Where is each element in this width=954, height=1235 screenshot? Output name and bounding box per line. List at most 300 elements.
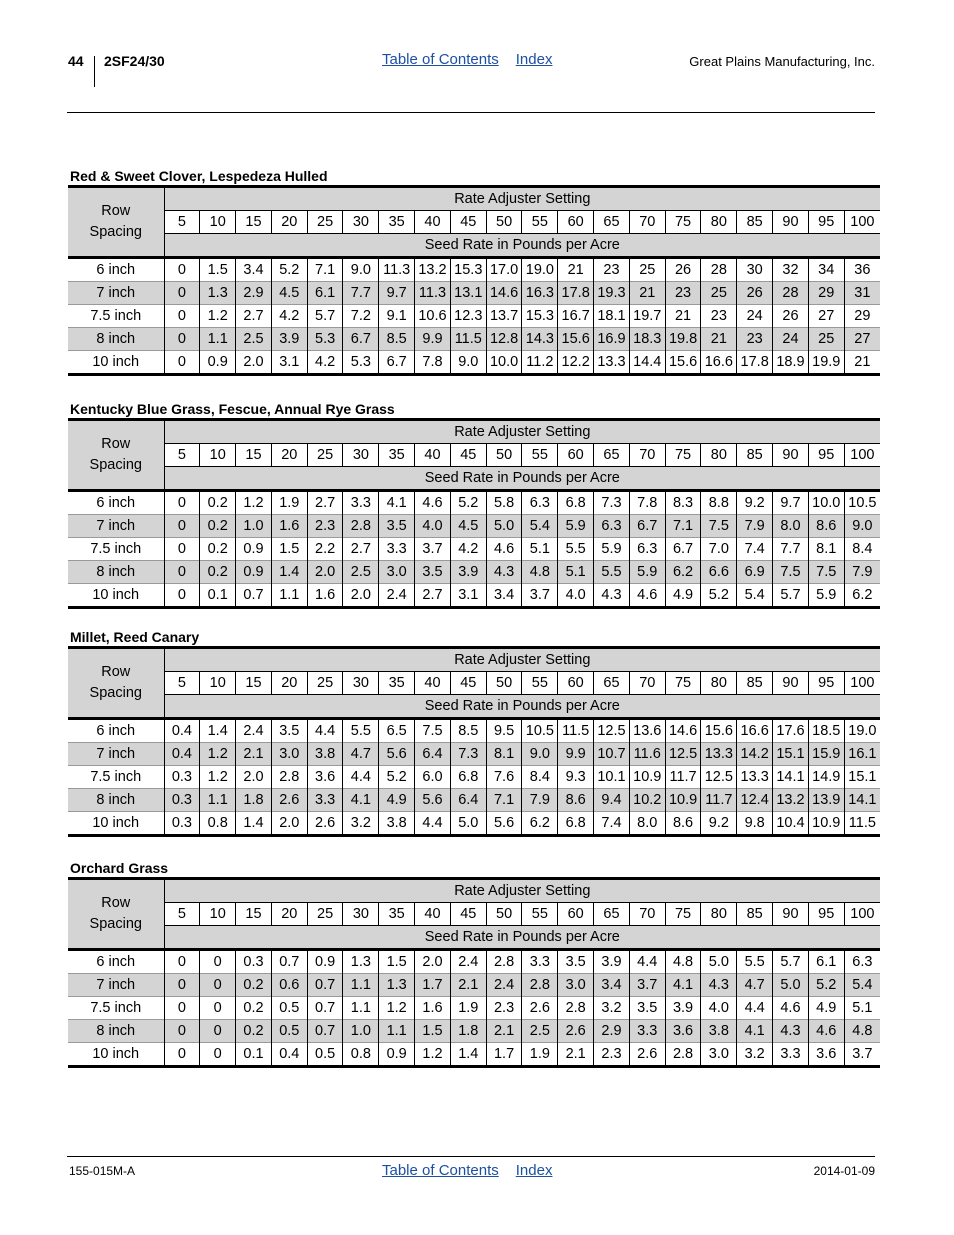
seed-rate-cell: 5.4 (522, 515, 558, 538)
setting-cell: 35 (379, 672, 415, 695)
table-row (68, 351, 880, 375)
seed-rate-cell: 0.7 (236, 584, 272, 608)
seed-rate-caption: Seed Rate in Pounds per Acre (164, 926, 880, 950)
setting-cell: 20 (271, 672, 307, 695)
seed-rate-cell: 3.5 (415, 561, 451, 584)
seed-rate-cell: 2.3 (486, 997, 522, 1020)
seed-rate-cell: 5.3 (307, 328, 343, 351)
seed-rate-cell: 7.3 (594, 491, 630, 515)
setting-cell: 95 (808, 444, 844, 467)
settings-row (68, 211, 880, 234)
setting-cell: 85 (737, 444, 773, 467)
seed-rate-cell: 0.9 (307, 950, 343, 974)
seed-rate-cell: 2.8 (522, 974, 558, 997)
setting-cell: 50 (486, 903, 522, 926)
seed-rate-cell: 34 (808, 258, 844, 282)
setting-cell: 30 (343, 672, 379, 695)
seed-rate-cell: 13.7 (486, 305, 522, 328)
seed-rate-cell: 16.6 (701, 351, 737, 375)
setting-cell: 80 (701, 444, 737, 467)
seed-rate-cell: 0.7 (307, 1020, 343, 1043)
seed-rate-cell: 0 (200, 1020, 236, 1043)
seed-rate-cell: 6.0 (415, 766, 451, 789)
seed-rate-cell: 4.3 (773, 1020, 809, 1043)
seed-rate-cell: 5.2 (808, 974, 844, 997)
seed-rate-cell: 12.4 (737, 789, 773, 812)
seed-rate-cell: 8.1 (486, 743, 522, 766)
spacing-label: Spacing (89, 685, 142, 701)
seed-rate-cell: 29 (844, 305, 880, 328)
seed-rate-cell: 0 (164, 950, 200, 974)
seed-rate-cell: 1.1 (343, 997, 379, 1020)
seed-rate-cell: 10.9 (665, 789, 701, 812)
setting-cell: 15 (236, 444, 272, 467)
row-spacing-cell: 10 inch (68, 584, 164, 608)
seed-rate-cell: 4.4 (307, 719, 343, 743)
seed-rate-cell: 2.9 (236, 282, 272, 305)
seed-rate-cell: 5.9 (594, 538, 630, 561)
seed-rate-cell: 1.5 (415, 1020, 451, 1043)
seed-rate-cell: 2.5 (343, 561, 379, 584)
setting-cell: 95 (808, 903, 844, 926)
seed-rate-cell: 13.2 (415, 258, 451, 282)
setting-cell: 45 (450, 211, 486, 234)
seed-rate-cell: 5.7 (307, 305, 343, 328)
seed-rate-cell: 6.4 (415, 743, 451, 766)
seed-rate-cell: 0 (164, 491, 200, 515)
seed-table-section (68, 168, 873, 376)
seed-rate-cell: 16.3 (522, 282, 558, 305)
setting-cell: 65 (594, 211, 630, 234)
seed-rate-cell: 17.0 (486, 258, 522, 282)
seed-rate-cell: 6.7 (629, 515, 665, 538)
seed-rate-cell: 14.1 (773, 766, 809, 789)
seed-rate-cell: 0 (164, 515, 200, 538)
seed-rate-cell: 2.2 (307, 538, 343, 561)
seed-rate-cell: 2.7 (236, 305, 272, 328)
seed-rate-cell: 0.7 (307, 997, 343, 1020)
setting-cell: 25 (307, 672, 343, 695)
seed-rate-cell: 0.3 (164, 789, 200, 812)
seed-rate-cell: 7.1 (665, 515, 701, 538)
seed-rate-cell: 10.5 (844, 491, 880, 515)
seed-rate-cell: 3.7 (629, 974, 665, 997)
seed-rate-cell: 0 (200, 950, 236, 974)
seed-rate-cell: 7.1 (486, 789, 522, 812)
seed-rate-cell: 5.4 (844, 974, 880, 997)
seed-rate-cell: 0.9 (236, 561, 272, 584)
setting-cell: 65 (594, 903, 630, 926)
seed-rate-cell: 2.7 (415, 584, 451, 608)
setting-cell: 5 (164, 903, 200, 926)
seed-rate-cell: 23 (594, 258, 630, 282)
seed-rate-cell: 19.7 (629, 305, 665, 328)
setting-cell: 55 (522, 444, 558, 467)
seed-rate-cell: 0.2 (200, 491, 236, 515)
table-row (68, 491, 880, 515)
seed-rate-cell: 7.9 (844, 561, 880, 584)
row-spacing-cell: 7.5 inch (68, 305, 164, 328)
seed-rate-cell: 0.2 (200, 515, 236, 538)
seed-rate-cell: 2.5 (522, 1020, 558, 1043)
seed-rate-cell: 5.6 (486, 812, 522, 836)
setting-cell: 70 (629, 903, 665, 926)
seed-rate-cell: 1.5 (379, 950, 415, 974)
seed-rate-cell: 0.4 (164, 719, 200, 743)
seed-rate-cell: 1.9 (522, 1043, 558, 1067)
setting-cell: 40 (415, 211, 451, 234)
header-row (68, 187, 880, 211)
seed-rate-cell: 9.0 (522, 743, 558, 766)
company-name: Great Plains Manufacturing, Inc. (689, 54, 875, 69)
setting-cell: 85 (737, 672, 773, 695)
seed-rate-cell: 2.1 (450, 974, 486, 997)
seed-rate-cell: 4.8 (665, 950, 701, 974)
seed-rate-cell: 10.9 (808, 812, 844, 836)
seed-rate-cell: 1.4 (271, 561, 307, 584)
setting-cell: 50 (486, 444, 522, 467)
footer-rule (67, 1156, 875, 1157)
seed-rate-cell: 28 (773, 282, 809, 305)
table-row (68, 561, 880, 584)
spacing-label: Spacing (89, 457, 142, 473)
row-spacing-header (68, 420, 164, 491)
row-spacing-cell: 6 inch (68, 258, 164, 282)
seed-rate-cell: 6.6 (701, 561, 737, 584)
setting-cell: 65 (594, 444, 630, 467)
seed-rate-cell: 2.5 (236, 328, 272, 351)
seed-rate-cell: 4.2 (450, 538, 486, 561)
seed-rate-cell: 0.9 (200, 351, 236, 375)
seed-rate-cell: 5.5 (737, 950, 773, 974)
seed-rate-cell: 0.7 (271, 950, 307, 974)
seed-rate-cell: 7.8 (415, 351, 451, 375)
seed-rate-cell: 2.0 (236, 766, 272, 789)
setting-cell: 35 (379, 211, 415, 234)
seed-rate-cell: 7.2 (343, 305, 379, 328)
setting-cell: 75 (665, 444, 701, 467)
seed-rate-cell: 7.5 (773, 561, 809, 584)
seed-rate-cell: 3.0 (271, 743, 307, 766)
seed-rate-cell: 29 (808, 282, 844, 305)
seed-rate-cell: 24 (737, 305, 773, 328)
seed-rate-cell: 7.1 (307, 258, 343, 282)
row-spacing-cell: 8 inch (68, 561, 164, 584)
seed-rate-cell: 0 (200, 974, 236, 997)
seed-rate-cell: 25 (808, 328, 844, 351)
seed-rate-cell: 5.7 (773, 950, 809, 974)
seed-rate-cell: 2.6 (307, 812, 343, 836)
seed-rate-cell: 23 (701, 305, 737, 328)
spacing-label: Spacing (89, 224, 142, 240)
seed-rate-cell: 11.2 (522, 351, 558, 375)
seed-rate-cell: 3.2 (737, 1043, 773, 1067)
setting-cell: 20 (271, 444, 307, 467)
seed-rate-cell: 15.1 (844, 766, 880, 789)
header-nav (382, 51, 552, 68)
seed-rate-cell: 18.9 (773, 351, 809, 375)
seed-rate-cell: 7.5 (808, 561, 844, 584)
seed-rate-cell: 10.7 (594, 743, 630, 766)
revision-date: 2014-01-09 (813, 1164, 875, 1178)
seed-rate-cell: 0 (164, 1043, 200, 1067)
seed-rate-cell: 5.2 (450, 491, 486, 515)
seed-rate-cell: 16.1 (844, 743, 880, 766)
seed-rate-cell: 9.1 (379, 305, 415, 328)
seed-rate-cell: 13.3 (701, 743, 737, 766)
setting-cell: 15 (236, 211, 272, 234)
seed-rate-cell: 0 (164, 561, 200, 584)
seed-rate-cell: 3.7 (522, 584, 558, 608)
seed-rate-cell: 10.9 (629, 766, 665, 789)
footer-toc-link[interactable]: Table of Contents (382, 1162, 499, 1179)
seed-rate-cell: 6.7 (379, 351, 415, 375)
setting-cell: 60 (558, 211, 594, 234)
rate-adjuster-header: Rate Adjuster Setting (164, 879, 880, 903)
row-spacing-cell: 8 inch (68, 1020, 164, 1043)
seed-rate-cell: 6.8 (558, 812, 594, 836)
setting-cell: 80 (701, 672, 737, 695)
row-spacing-header (68, 187, 164, 258)
seed-rate-cell: 0.9 (236, 538, 272, 561)
seed-rate-cell: 1.3 (343, 950, 379, 974)
seed-rate-cell: 0 (164, 351, 200, 375)
seed-rate-cell: 4.6 (415, 491, 451, 515)
seed-rate-cell: 3.9 (450, 561, 486, 584)
seed-rate-cell: 3.5 (629, 997, 665, 1020)
seed-rate-cell: 0.4 (271, 1043, 307, 1067)
table-row (68, 766, 880, 789)
seed-rate-cell: 3.8 (307, 743, 343, 766)
table-row (68, 305, 880, 328)
seed-rate-cell: 0.7 (307, 974, 343, 997)
seed-rate-cell: 0 (164, 584, 200, 608)
seed-rate-cell: 19.3 (594, 282, 630, 305)
setting-cell: 75 (665, 903, 701, 926)
seed-rate-cell: 3.3 (379, 538, 415, 561)
setting-cell: 15 (236, 672, 272, 695)
seed-rate-cell: 3.3 (307, 789, 343, 812)
seed-rate-cell: 30 (737, 258, 773, 282)
seed-rate-cell: 3.1 (271, 351, 307, 375)
header-index-link[interactable]: Index (515, 51, 553, 68)
seed-rate-cell: 14.9 (808, 766, 844, 789)
seed-rate-cell: 6.1 (307, 282, 343, 305)
seed-rate-cell: 7.0 (701, 538, 737, 561)
seed-rate-cell: 7.7 (343, 282, 379, 305)
setting-cell: 85 (737, 211, 773, 234)
seed-rate-cell: 3.4 (236, 258, 272, 282)
seed-rate-cell: 21 (558, 258, 594, 282)
setting-cell: 20 (271, 903, 307, 926)
setting-cell: 10 (200, 444, 236, 467)
seed-rate-cell: 1.2 (200, 766, 236, 789)
table-row (68, 719, 880, 743)
table-title: Red & Sweet Clover, Lespedeza Hulled (70, 168, 328, 184)
setting-cell: 90 (773, 211, 809, 234)
seed-rate-cell: 1.2 (236, 491, 272, 515)
seed-rate-cell: 5.2 (379, 766, 415, 789)
seed-rate-cell: 0.2 (200, 538, 236, 561)
seed-rate-cell: 1.7 (486, 1043, 522, 1067)
table-row (68, 515, 880, 538)
seed-rate-cell: 0 (164, 282, 200, 305)
seed-rate-cell: 4.6 (629, 584, 665, 608)
seed-rate-cell: 6.2 (665, 561, 701, 584)
caption-row (68, 234, 880, 258)
table-row (68, 584, 880, 608)
seed-rate-cell: 13.9 (808, 789, 844, 812)
setting-cell: 80 (701, 211, 737, 234)
seed-rate-cell: 1.1 (271, 584, 307, 608)
seed-rate-cell: 9.4 (594, 789, 630, 812)
setting-cell: 70 (629, 672, 665, 695)
seed-rate-cell: 5.2 (271, 258, 307, 282)
seed-rate-cell: 2.1 (486, 1020, 522, 1043)
seed-rate-cell: 0 (200, 1043, 236, 1067)
header-row (68, 648, 880, 672)
seed-rate-cell: 11.5 (450, 328, 486, 351)
setting-cell: 10 (200, 672, 236, 695)
seed-rate-cell: 0.1 (200, 584, 236, 608)
seed-rate-cell: 18.1 (594, 305, 630, 328)
seed-rate-cell: 5.9 (558, 515, 594, 538)
seed-rate-cell: 5.0 (701, 950, 737, 974)
setting-cell: 20 (271, 211, 307, 234)
caption-row (68, 695, 880, 719)
setting-cell: 75 (665, 672, 701, 695)
seed-rate-cell: 0.1 (236, 1043, 272, 1067)
document-number: 155-015M-A (69, 1164, 136, 1178)
header-toc-link[interactable]: Table of Contents (382, 51, 499, 68)
seed-rate-cell: 2.0 (307, 561, 343, 584)
row-spacing-header (68, 879, 164, 950)
seed-rate-cell: 10.0 (808, 491, 844, 515)
seed-rate-cell: 4.4 (415, 812, 451, 836)
seed-rate-cell: 5.2 (701, 584, 737, 608)
seed-rate-cell: 4.9 (808, 997, 844, 1020)
table-row (68, 974, 880, 997)
row-spacing-cell: 7 inch (68, 515, 164, 538)
seed-rate-cell: 1.0 (343, 1020, 379, 1043)
seed-rate-cell: 7.9 (522, 789, 558, 812)
seed-rate-cell: 27 (844, 328, 880, 351)
seed-rate-cell: 6.7 (343, 328, 379, 351)
row-label: Row (101, 895, 131, 911)
row-spacing-cell: 10 inch (68, 812, 164, 836)
seed-rate-cell: 3.6 (665, 1020, 701, 1043)
seed-rate-cell: 8.0 (773, 515, 809, 538)
seed-rate-caption: Seed Rate in Pounds per Acre (164, 234, 880, 258)
seed-rate-cell: 2.8 (558, 997, 594, 1020)
setting-cell: 10 (200, 211, 236, 234)
seed-rate-cell: 3.4 (486, 584, 522, 608)
seed-rate-cell: 3.0 (379, 561, 415, 584)
setting-cell: 75 (665, 211, 701, 234)
seed-rate-cell: 4.1 (343, 789, 379, 812)
seed-rate-cell: 4.1 (379, 491, 415, 515)
seed-rate-cell: 5.1 (558, 561, 594, 584)
seed-rate-cell: 0 (164, 328, 200, 351)
seed-rate-cell: 13.3 (594, 351, 630, 375)
seed-rate-cell: 6.8 (450, 766, 486, 789)
seed-rate-cell: 2.4 (236, 719, 272, 743)
row-spacing-cell: 7.5 inch (68, 997, 164, 1020)
seed-rate-cell: 2.8 (665, 1043, 701, 1067)
seed-rate-cell: 9.0 (343, 258, 379, 282)
seed-rate-cell: 0.2 (236, 1020, 272, 1043)
seed-rate-cell: 11.5 (558, 719, 594, 743)
seed-rate-cell: 5.7 (773, 584, 809, 608)
table-title: Millet, Reed Canary (70, 629, 200, 645)
seed-rate-cell: 1.9 (450, 997, 486, 1020)
seed-rate-cell: 32 (773, 258, 809, 282)
row-spacing-cell: 7 inch (68, 743, 164, 766)
seed-rate-cell: 8.1 (808, 538, 844, 561)
seed-rate-cell: 15.9 (808, 743, 844, 766)
seed-rate-cell: 11.7 (665, 766, 701, 789)
seed-table-section (68, 860, 873, 1068)
seed-rate-cell: 0 (164, 258, 200, 282)
seed-rate-cell: 10.0 (486, 351, 522, 375)
table-title: Orchard Grass (70, 860, 169, 876)
seed-rate-cell: 0 (164, 305, 200, 328)
row-spacing-cell: 7 inch (68, 974, 164, 997)
row-spacing-cell: 8 inch (68, 328, 164, 351)
seed-rate-cell: 1.8 (236, 789, 272, 812)
seed-rate-cell: 21 (701, 328, 737, 351)
seed-rate-cell: 5.6 (379, 743, 415, 766)
seed-rate-cell: 0.8 (200, 812, 236, 836)
seed-rate-cell: 0.3 (164, 812, 200, 836)
seed-rate-cell: 7.3 (450, 743, 486, 766)
seed-rate-cell: 5.5 (594, 561, 630, 584)
seed-rate-cell: 4.3 (594, 584, 630, 608)
footer-index-link[interactable]: Index (515, 1162, 553, 1179)
caption-row (68, 926, 880, 950)
seed-rate-cell: 3.6 (307, 766, 343, 789)
seed-rate-cell: 31 (844, 282, 880, 305)
setting-cell: 25 (307, 903, 343, 926)
seed-rate-cell: 0.2 (236, 974, 272, 997)
row-spacing-header (68, 648, 164, 719)
seed-rate-caption: Seed Rate in Pounds per Acre (164, 695, 880, 719)
seed-table-section (68, 401, 877, 609)
seed-rate-cell: 1.3 (379, 974, 415, 997)
seed-rate-cell: 2.0 (343, 584, 379, 608)
seed-rate-cell: 8.3 (665, 491, 701, 515)
seed-rate-cell: 4.1 (737, 1020, 773, 1043)
setting-cell: 95 (808, 672, 844, 695)
seed-rate-cell: 9.9 (558, 743, 594, 766)
setting-cell: 25 (307, 444, 343, 467)
seed-rate-cell: 14.3 (522, 328, 558, 351)
seed-rate-cell: 1.8 (450, 1020, 486, 1043)
seed-rate-cell: 1.4 (200, 719, 236, 743)
seed-rate-cell: 10.5 (522, 719, 558, 743)
seed-rate-cell: 0.6 (271, 974, 307, 997)
seed-rate-cell: 2.8 (271, 766, 307, 789)
seed-rate-cell: 0 (164, 997, 200, 1020)
rate-adjuster-header: Rate Adjuster Setting (164, 187, 880, 211)
seed-rate-cell: 9.8 (737, 812, 773, 836)
seed-rate-cell: 1.2 (200, 743, 236, 766)
seed-rate-cell: 8.5 (450, 719, 486, 743)
seed-rate-cell: 2.3 (307, 515, 343, 538)
seed-rate-cell: 8.8 (701, 491, 737, 515)
table-row (68, 997, 880, 1020)
seed-rate-cell: 6.2 (522, 812, 558, 836)
